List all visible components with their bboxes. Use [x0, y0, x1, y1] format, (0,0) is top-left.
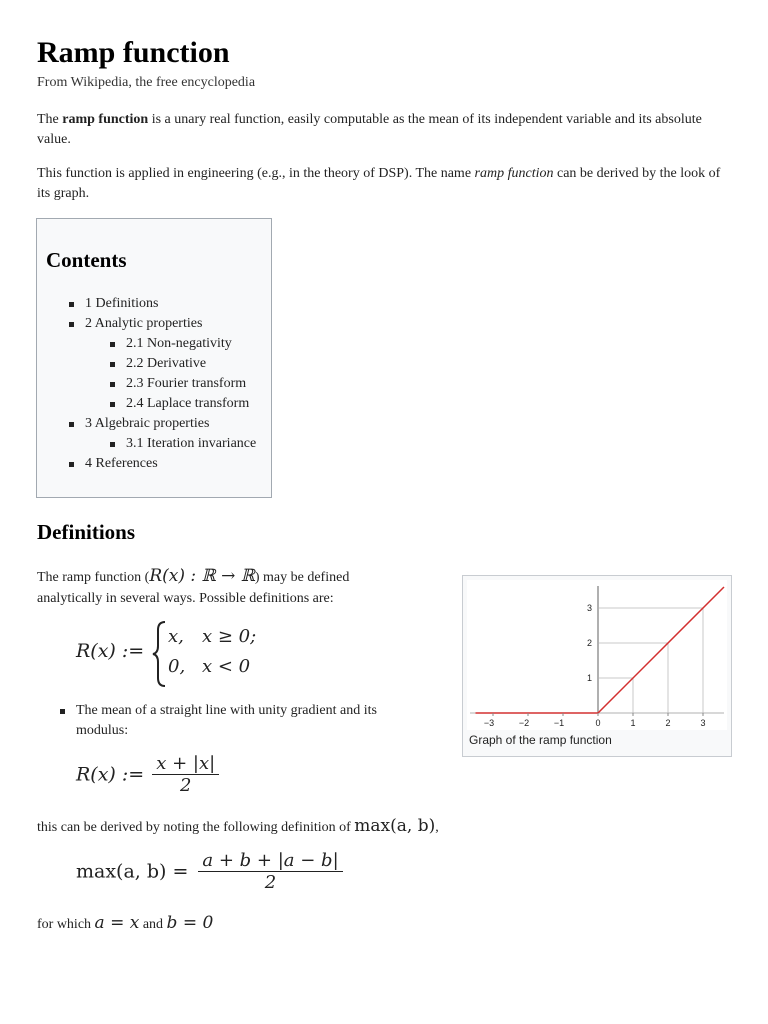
fraction-denominator: 2 [179, 775, 192, 796]
bold-term: ramp function [62, 112, 149, 127]
toc-bullet [110, 402, 115, 407]
toc-title: Contents [46, 248, 127, 272]
toc-item[interactable] [37, 394, 271, 414]
y-tick-label: 1 [586, 673, 592, 683]
toc-bullet [110, 362, 115, 367]
formula-lhs: R(x) := [76, 640, 145, 662]
x-tick-label: 0 [595, 718, 601, 728]
formula-lhs: max(a, b) = [76, 860, 189, 883]
table-of-contents [36, 218, 272, 498]
page-subtitle: From Wikipedia, the free encyclopedia [37, 75, 256, 90]
toc-item[interactable] [37, 454, 271, 474]
toc-item[interactable] [37, 294, 271, 314]
toc-item-label[interactable]: 4 References [85, 456, 158, 471]
y-tick-label: 2 [586, 638, 592, 648]
fraction-numerator: x + |x| [152, 753, 219, 775]
toc-bullet [69, 462, 74, 467]
fraction [198, 850, 342, 893]
toc-bullet [110, 342, 115, 347]
toc-item[interactable] [37, 414, 271, 434]
case-1-value: x, [168, 626, 184, 647]
section-heading-definitions: Definitions [37, 520, 136, 544]
toc-item[interactable] [37, 314, 271, 334]
toc-item-label[interactable]: 2.4 Laplace transform [126, 396, 250, 411]
toc-item-label[interactable]: 2.3 Fourier transform [126, 376, 247, 391]
x-tick-label: −2 [518, 718, 530, 728]
case-2-condition: x < 0 [202, 656, 251, 677]
math-inline: b = 0 [166, 913, 214, 933]
ramp-function-chart [467, 580, 727, 730]
piecewise-formula [76, 620, 376, 690]
toc-item-label[interactable]: 1 Definitions [85, 296, 159, 311]
list-bullet [60, 709, 65, 714]
bullet-line-1: The mean of a straight line with unity gradient and its [76, 703, 377, 718]
x-tick-label: 3 [700, 718, 706, 728]
toc-list [37, 294, 271, 474]
definition-line-2: analytically in several ways. Possible definitions are: [37, 591, 334, 606]
intro-paragraph-1: The ramp function is a unary real function, easily computable as the mean of its independent variable and its absolute value. [37, 112, 702, 147]
x-tick-label: 2 [665, 718, 671, 728]
left-brace [152, 620, 168, 688]
formula-lhs: R(x) := [76, 763, 145, 786]
italic-term: ramp function [474, 166, 554, 181]
page-title: Ramp function [37, 36, 230, 69]
case-2-value: 0, [168, 656, 186, 677]
toc-item-label[interactable]: 2 Analytic properties [85, 316, 203, 331]
toc-item[interactable] [37, 334, 271, 354]
toc-item-label[interactable]: 3 Algebraic properties [85, 416, 210, 431]
figure-box [462, 575, 732, 757]
toc-item-label[interactable]: 2.2 Derivative [126, 356, 207, 371]
toc-bullet [110, 382, 115, 387]
toc-bullet [69, 422, 74, 427]
x-tick-label: −3 [483, 718, 495, 728]
case-1-condition: x ≥ 0; [202, 626, 257, 647]
math-inline: max(a, b) [354, 816, 436, 836]
intro-paragraph-2: This function is applied in engineering (e.g., in the theory of DSP). The name ramp function can be derived by the look of its graph. [37, 166, 721, 201]
math-inline: R(x) : ℝ → ℝ [149, 566, 255, 586]
toc-item[interactable] [37, 354, 271, 374]
fraction-numerator: a + b + |a − b| [198, 850, 342, 872]
fraction [152, 753, 219, 796]
toc-item-label[interactable]: 3.1 Iteration invariance [126, 436, 257, 451]
toc-item[interactable] [37, 434, 271, 454]
y-tick-label: 3 [586, 603, 592, 613]
mean-formula [76, 753, 219, 807]
toc-item-label[interactable]: 2.1 Non-negativity [126, 336, 232, 351]
toc-bullet [110, 442, 115, 447]
definition-line-1: The ramp function (R(x) : ℝ → ℝ) may be defined [37, 566, 350, 586]
x-tick-label: −1 [553, 718, 565, 728]
toc-bullet [69, 322, 74, 327]
derive-text: this can be derived by noting the following definition of max(a, b), [37, 816, 439, 836]
bullet-line-2: modulus: [76, 723, 129, 738]
x-tick-label: 1 [630, 718, 636, 728]
toc-bullet [69, 302, 74, 307]
final-text: for which a = x and b = 0 [37, 913, 214, 933]
fraction-denominator: 2 [264, 872, 277, 893]
ramp-series-line [476, 587, 725, 713]
toc-item[interactable] [37, 374, 271, 394]
figure-caption: Graph of the ramp function [469, 733, 612, 747]
math-inline: a = x [94, 913, 140, 933]
max-formula [76, 850, 343, 904]
